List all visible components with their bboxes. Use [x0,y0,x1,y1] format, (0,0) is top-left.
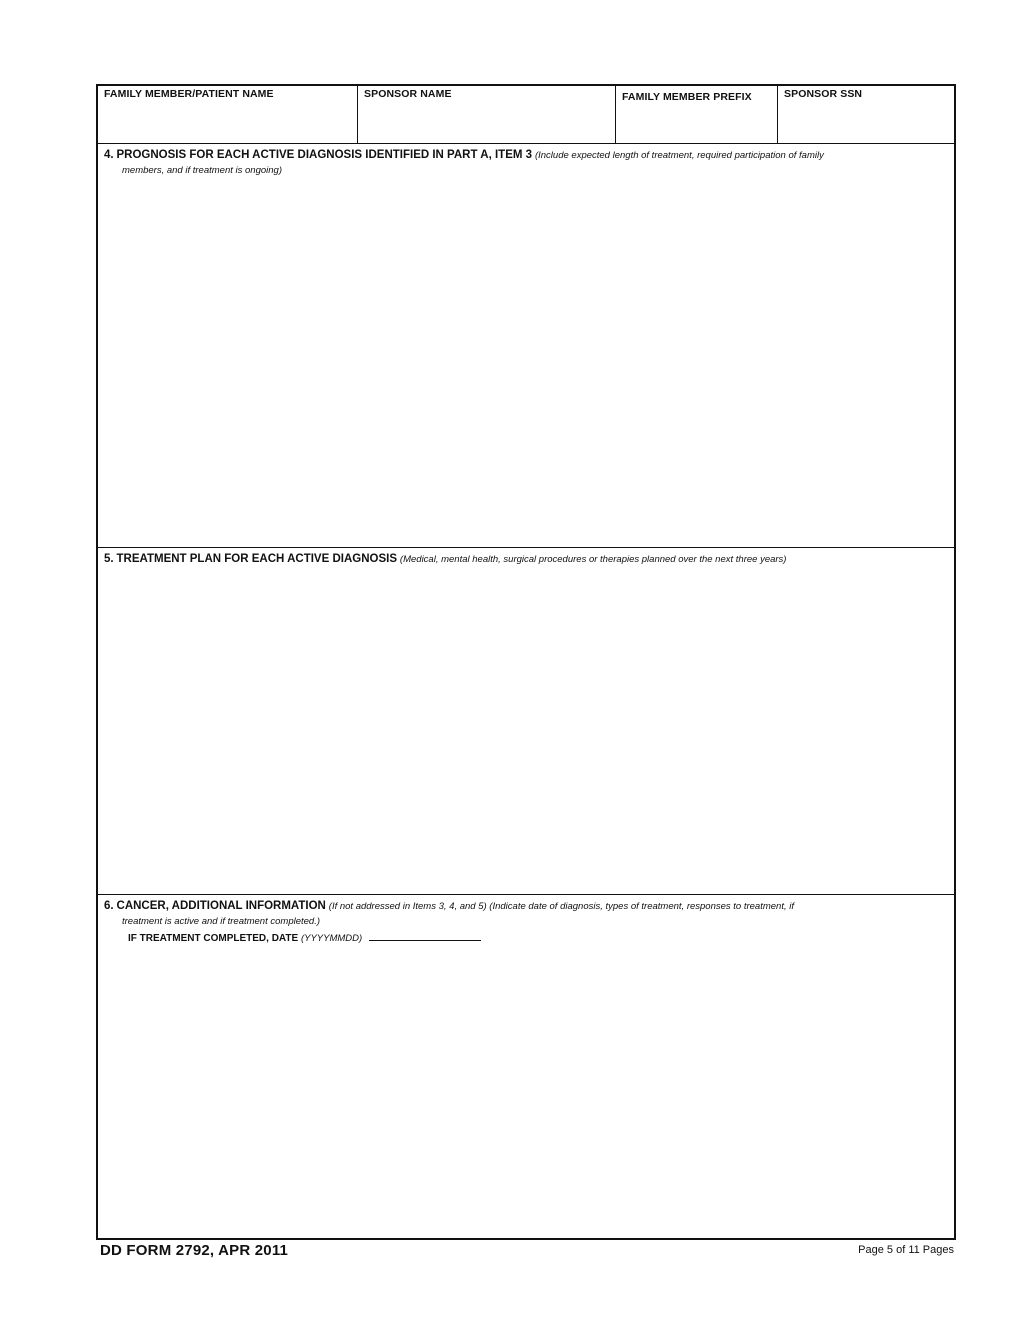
date-format-hint: (YYYYMMDD) [300,933,363,944]
family-member-prefix-cell[interactable] [616,86,778,143]
section-4-prognosis[interactable] [98,144,954,548]
section-4-note-continued: members, and if treatment is ongoing) [122,165,282,176]
header-row [98,86,954,144]
section-6-note-continued: treatment is active and if treatment completed.) [122,916,321,927]
section-5-heading [98,548,954,567]
section-5-note: (Medical, mental health, surgical procedures or therapies planned over the next three years) [399,554,787,565]
section-4-response-area[interactable] [98,178,954,190]
family-member-prefix-field[interactable] [622,111,771,127]
sponsor-ssn-cell[interactable] [778,86,954,143]
section-4-title: PROGNOSIS FOR EACH ACTIVE DIAGNOSIS IDENTIFIED IN PART A, ITEM 3 [116,149,533,161]
treatment-completed-date-row [104,930,948,946]
section-5-response-area[interactable] [98,567,954,579]
section-6-heading [98,895,954,946]
form-identifier: DD FORM 2792, APR 2011 [100,1242,289,1259]
section-5-number: 5. [104,553,114,565]
section-4-number: 4. [104,149,114,161]
section-5-title: TREATMENT PLAN FOR EACH ACTIVE DIAGNOSIS [116,553,397,565]
family-member-name-field[interactable] [104,108,351,124]
page-number: Page 5 of 11 Pages [858,1244,954,1256]
treatment-completed-date-label: IF TREATMENT COMPLETED, DATE [128,933,299,944]
section-6-number: 6. [104,900,114,912]
section-6-cancer-info[interactable] [98,895,954,1238]
section-4-note: (Include expected length of treatment, required participation of family [534,150,824,161]
section-5-treatment-plan[interactable] [98,548,954,895]
family-member-name-cell[interactable] [98,86,358,143]
treatment-completed-date-input[interactable] [369,930,481,941]
family-member-prefix-label: FAMILY MEMBER PREFIX [622,91,752,103]
family-member-name-label: FAMILY MEMBER/PATIENT NAME [104,88,274,100]
section-6-response-area[interactable] [98,946,954,958]
sponsor-ssn-field[interactable] [784,108,948,124]
sponsor-name-label: SPONSOR NAME [364,88,452,100]
sponsor-ssn-label: SPONSOR SSN [784,88,863,100]
section-6-note: (If not addressed in Items 3, 4, and 5) (Indicate date of diagnosis, types of treatment, responses to treatment, if [328,901,795,912]
form-page [96,84,956,1240]
section-6-title: CANCER, ADDITIONAL INFORMATION [116,900,326,912]
sponsor-name-field[interactable] [364,108,609,124]
sponsor-name-cell[interactable] [358,86,616,143]
section-4-heading [98,144,954,178]
